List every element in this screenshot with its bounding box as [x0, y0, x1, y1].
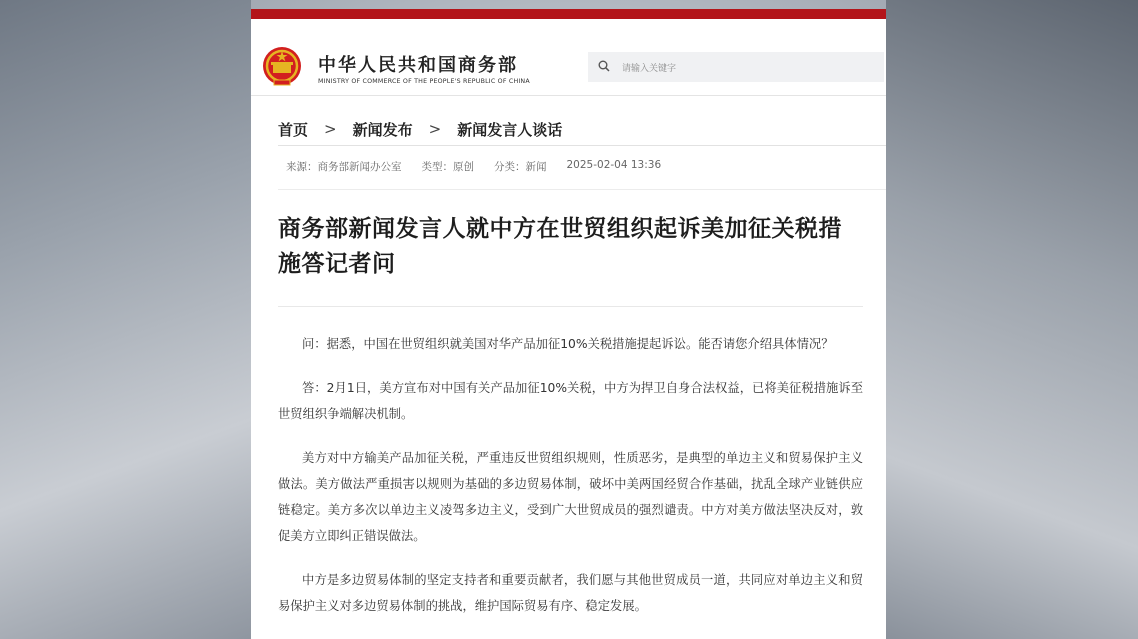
meta-source: 来源：商务部新闻办公室: [286, 161, 402, 173]
article-paragraph: 答：2月1日，美方宣布对中国有关产品加征10%关税，中方为捍卫自身合法权益，已将美征税措施诉至世贸组织争端解决机制。: [278, 381, 863, 421]
breadcrumb-home[interactable]: 首页: [278, 120, 309, 139]
meta-date: 2025-02-04 13:36: [566, 159, 662, 171]
background-right: [886, 0, 1138, 639]
article-body: [278, 331, 863, 637]
top-red-bar: [251, 9, 886, 19]
breadcrumb-spokesman[interactable]: 新闻发言人谈话: [457, 120, 563, 139]
national-emblem-icon[interactable]: [260, 46, 304, 88]
site-subtitle: MINISTRY OF COMMERCE OF THE PEOPLE'S REPUBLIC OF CHINA: [318, 78, 530, 85]
background-left: [0, 0, 251, 639]
article-paragraph: 问：据悉，中国在世贸组织就美国对华产品加征10%关税措施提起诉讼。能否请您介绍具体情况？: [302, 337, 834, 351]
meta-category: 分类：新闻: [494, 161, 547, 173]
article-paragraph: 中方是多边贸易体制的坚定支持者和重要贡献者，我们愿与其他世贸成员一道，共同应对单边主义和贸易保护主义对多边贸易体制的挑战，维护国际贸易有序、稳定发展。: [278, 573, 863, 613]
search-icon[interactable]: [598, 60, 610, 72]
divider: [278, 145, 886, 146]
article-meta: [286, 159, 681, 174]
article-paragraph: 美方对中方输美产品加征关税，严重违反世贸组织规则，性质恶劣，是典型的单边主义和贸易保护主义做法。美方做法严重损害以规则为基础的多边贸易体制，破坏中美两国经贸合作基础，扰乱全球产业链供应链稳定。美方多次以单边主义凌驾多边主义，受到广大世贸成员的强烈谴责。中方对美方做法坚决反对，敦促美方立即纠正错误做法。: [278, 451, 863, 543]
search-placeholder[interactable]: 请输入关键字: [622, 64, 677, 74]
breadcrumb-separator: >: [428, 120, 442, 138]
search-input[interactable]: [588, 52, 884, 82]
breadcrumb-separator: >: [324, 120, 337, 138]
site-title[interactable]: 中华人民共和国商务部: [318, 55, 518, 76]
breadcrumb-news[interactable]: 新闻发布: [352, 120, 413, 139]
meta-type: 类型：原创: [421, 161, 474, 173]
divider: [278, 306, 863, 307]
web-page: [251, 9, 886, 639]
divider: [278, 189, 886, 190]
site-header: [251, 19, 886, 96]
article-title: 商务部新闻发言人就中方在世贸组织起诉美加征关税措施答记者问: [278, 216, 842, 277]
breadcrumb: [278, 119, 562, 139]
